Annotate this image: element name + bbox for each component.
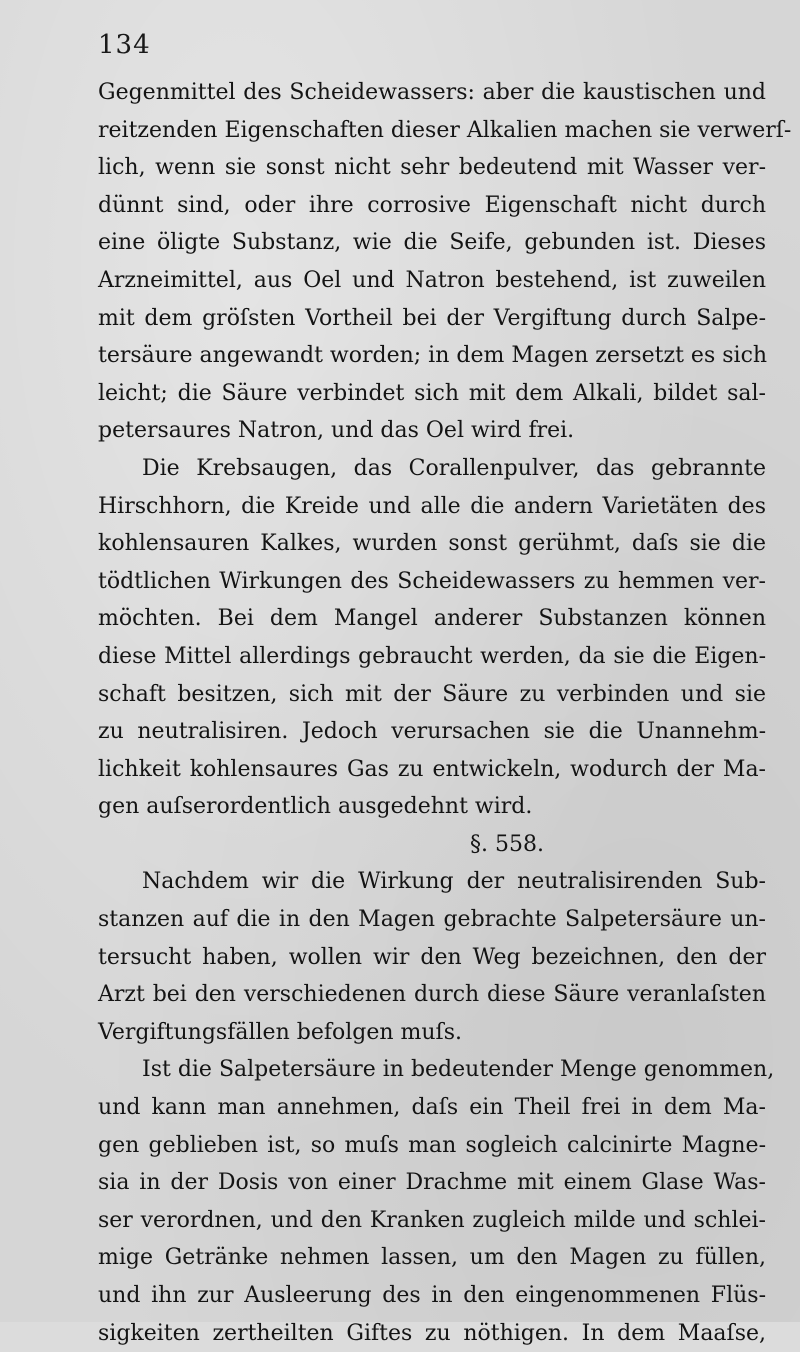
text-line: gen auſserordentlich ausgedehnt wird.: [98, 794, 533, 820]
text-line: lichkeit kohlensaures Gas zu entwickeln, wodurch der Ma-: [98, 756, 766, 782]
text-line: mige Getränke nehmen lassen, um den Magen zu füllen,: [98, 1245, 766, 1271]
text-line: möchten. Bei dem Mangel anderer Substanzen können: [98, 606, 766, 632]
text-line: sigkeiten zertheilten Giftes zu nöthigen. In dem Maaſse,: [98, 1320, 766, 1346]
text-line: tersäure angewandt worden; in dem Magen zersetzt es sich: [98, 343, 768, 369]
text-line: reitzenden Eigenschaften dieser Alkalien machen sie verwerſ-: [98, 117, 792, 143]
text-line: Hirschhorn, die Kreide und alle die andern Varietäten des: [98, 493, 766, 519]
text-line: petersaures Natron, und das Oel wird frei.: [98, 418, 575, 444]
text-line: Nachdem wir die Wirkung der neutralisirenden Sub-: [142, 869, 766, 895]
text-line: eine öligte Substanz, wie die Seife, gebunden ist. Dieses: [98, 230, 766, 256]
text-line: kohlensauren Kalkes, wurden sonst gerühmt, daſs sie die: [98, 531, 766, 557]
text-line: dünnt sind, oder ihre corrosive Eigenschaft nicht durch: [98, 192, 766, 218]
text-line: ser verordnen, und den Kranken zugleich milde und schlei-: [98, 1207, 766, 1233]
text-line: lich, wenn sie sonst nicht sehr bedeutend mit Wasser ver-: [98, 155, 766, 181]
text-line: sia in der Dosis von einer Drachme mit einem Glase Was-: [98, 1170, 766, 1196]
text-line: schaft besitzen, sich mit der Säure zu verbinden und sie: [98, 681, 766, 707]
body-text: [98, 74, 792, 1352]
text-line: Vergiftungsfällen befolgen muſs.: [98, 1019, 462, 1045]
text-line: und ihn zur Ausleerung des in den eingenommenen Flüs-: [98, 1283, 766, 1308]
text-line: gen geblieben ist, so muſs man sogleich calcinirte Magne-: [98, 1132, 766, 1158]
text-line: tersucht haben, wollen wir den Weg bezeichnen, den der: [98, 944, 766, 970]
text-line: Arzneimittel, aus Oel und Natron bestehend, ist zuweilen: [98, 267, 766, 293]
text-line: Gegenmittel des Scheidewassers: aber die kaustischen und: [98, 80, 766, 105]
text-line: Die Krebsaugen, das Corallenpulver, das gebrannte: [142, 455, 766, 481]
section-heading: §. 558.: [470, 831, 544, 857]
text-line: Arzt bei den verschiedenen durch diese Säure veranlaſsten: [98, 982, 766, 1008]
text-line: Ist die Salpetersäure in bedeutender Menge genommen,: [142, 1057, 775, 1083]
page-number: 134: [98, 30, 151, 60]
text-line: stanzen auf die in den Magen gebrachte Salpetersäure un-: [98, 907, 766, 933]
text-line: diese Mittel allerdings gebraucht werden, da sie die Eigen-: [98, 643, 766, 669]
text-line: mit dem gröſsten Vortheil bei der Vergiftung durch Salpe-: [98, 305, 766, 331]
text-line: zu neutralisiren. Jedoch verursachen sie die Unannehm-: [98, 719, 766, 745]
text-line: und kann man annehmen, daſs ein Theil frei in dem Ma-: [98, 1095, 766, 1121]
text-line: leicht; die Säure verbindet sich mit dem Alkali, bildet sal-: [98, 380, 766, 406]
text-line: tödtlichen Wirkungen des Scheidewassers zu hemmen ver-: [98, 568, 766, 594]
